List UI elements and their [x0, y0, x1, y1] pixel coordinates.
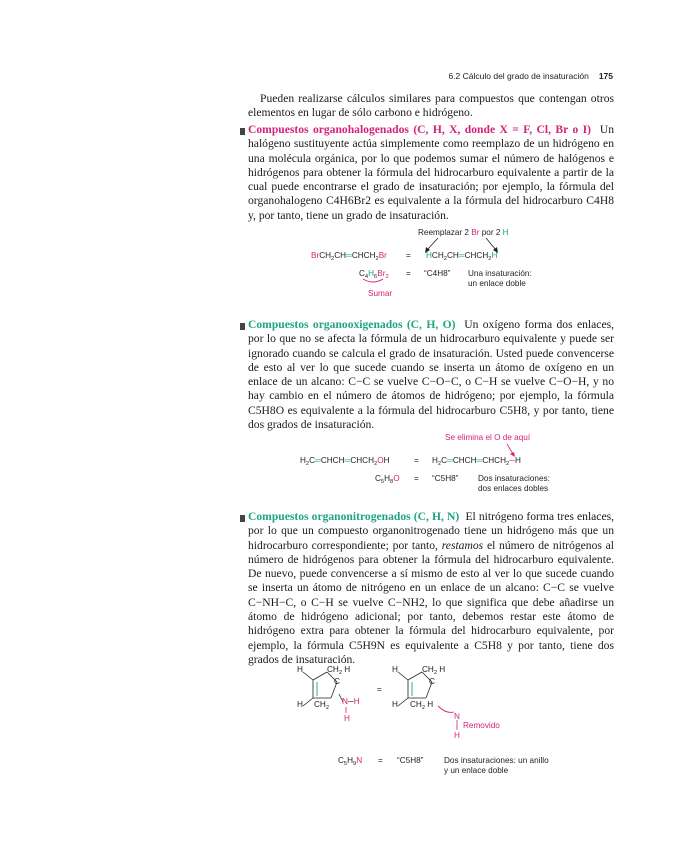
section-body: Un halógeno sustituyente actúa simplemente como reemplazo de un hidrógeno en una molécula orgánica, por lo que podemos sumar el número de halógenos e hidrógenos para obtener la fórmula del hidrocarburo equivalente a partir de la cual puede encontrarse el grado de insaturación; por ejemplo, la fórmula del organohalogeno C4H6Br2 es equivalente a la fórmula del hidrocarburo C4H8 y, por tanto, tiene un grado de insaturación. — [248, 123, 614, 222]
note-line-2: dos enlaces dobles — [478, 484, 549, 493]
atom-h: H — [297, 665, 303, 674]
equals-sign: = — [414, 474, 419, 483]
butene-structure: $HCH_2CH═CHCH_2H$ — [426, 251, 498, 262]
atom-h: H — [344, 714, 350, 723]
removed-label: Removido — [463, 721, 500, 730]
atom-nh: N─H — [342, 697, 360, 706]
diene-structure: $H_2C═CHCH═CHCH_2─H$ — [432, 456, 521, 467]
note-line-1: Dos insaturaciones: — [478, 474, 550, 483]
note-line-2: y un enlace doble — [444, 766, 509, 775]
sum-label: Sumar — [368, 289, 393, 298]
formula-c5h9n: $C_5H_9N$ — [338, 756, 363, 767]
atom-n-removed: N — [454, 712, 460, 721]
section-body: Un oxígeno forma dos enlaces, por lo que no se afecta la fórmula de un hidrocarburo equivalente y puede ser ignorado cuando se calcula el grado de insaturación. Usted puede convencerse de esto al ver lo que sucede cuando se inserta un átomo de oxígeno en un enlace de un alcano: C−C se vuelve C−O−C, o C−H se vuelve C−O−H, y no hay cambio en el número de átomos de hidrógeno; por ejemplo, la fórmula C5H8O es equivalente a la fórmula del hidrocarburo C5H8, y por tanto, tiene dos grados de insaturación. — [248, 318, 614, 432]
section-heading: Compuestos organonitrogenados (C, H, N) — [248, 510, 460, 523]
section-heading: Compuestos organooxigenados (C, H, O) — [248, 318, 456, 331]
dibromo-structure: $BrCH_2CH═CHCH_2Br$ — [311, 251, 387, 262]
atom-c: C — [334, 677, 340, 686]
atom-ch2: $CH_2$ H — [327, 665, 351, 676]
section-title: 6.2 Cálculo del grado de insaturación — [448, 71, 589, 81]
hydroxy-diene-structure: $H_2C═CHCH═CHCH_2OH$ — [300, 456, 390, 467]
section-heading: Compuestos organohalogenados (C, H, X, donde X = F, Cl, Br o I) — [248, 123, 592, 136]
page-number: 175 — [598, 71, 613, 81]
atom-h: H — [454, 731, 460, 740]
note-line-1: Dos insaturaciones: un anillo — [444, 756, 549, 765]
atom-ch2: $CH_2$ H — [410, 700, 434, 711]
remove-o-annotation: Se elimina el O de aquí — [445, 433, 531, 442]
formula-c4h8: “C4H8” — [424, 269, 451, 278]
equals-sign: = — [378, 756, 383, 765]
intro-paragraph: Pueden realizarse cálculos similares para compuestos que contengan otros elementos en lugar de sólo carbono e hidrógeno. — [248, 92, 614, 120]
note-line-1: Una insaturación: — [468, 269, 532, 278]
atom-ch2: $CH_2$ H — [422, 665, 446, 676]
atom-h: H — [392, 665, 398, 674]
section-body: El nitrógeno forma tres enlaces, por lo que un compuesto organonitrogenado tiene un hidrógeno más que un hidrocarburo correspondiente; por tanto, restamos el número de nitrógenos al número de hidrógenos para obtener la fórmula del hidrocarburo equivalente. De nuevo, puede convencerse a sí mismo de esto al ver lo que sucede cuando se inserta un átomo de nitrógeno en un enlace de un alcano: C−C se vuelve C−NH−C, o C−H se vuelve C−NH2, lo que significa que debe añadirse un átomo de hidrógeno adicional; por tanto, debemos restar este átomo de hidrógeno extra para obtener la fórmula del hidrocarburo equivalente, por ejemplo, la fórmula C5H9N es equivalente a C5H8 y por tanto, tiene dos grados de insaturación. — [248, 510, 615, 666]
equals-sign: = — [414, 456, 419, 465]
equals-sign: = — [377, 685, 382, 694]
formula-c5h8: “C5H8” — [432, 474, 459, 483]
atom-h: H — [297, 700, 303, 709]
equals-sign: = — [406, 269, 411, 278]
formula-c4h6br2: $C_4H_6Br_2$ — [359, 269, 389, 280]
formula-c5h8: “C5H8” — [397, 756, 424, 765]
replace-annotation: Reemplazar 2 Br por 2 H — [418, 228, 509, 237]
equals-sign: = — [406, 251, 411, 260]
atom-c: C — [429, 677, 435, 686]
atom-ch2: $CH_2$ — [314, 700, 330, 711]
atom-h: H — [392, 700, 398, 709]
note-line-2: un enlace doble — [468, 279, 526, 288]
formula-c5h8o: $C_5H_8O$ — [375, 474, 400, 485]
